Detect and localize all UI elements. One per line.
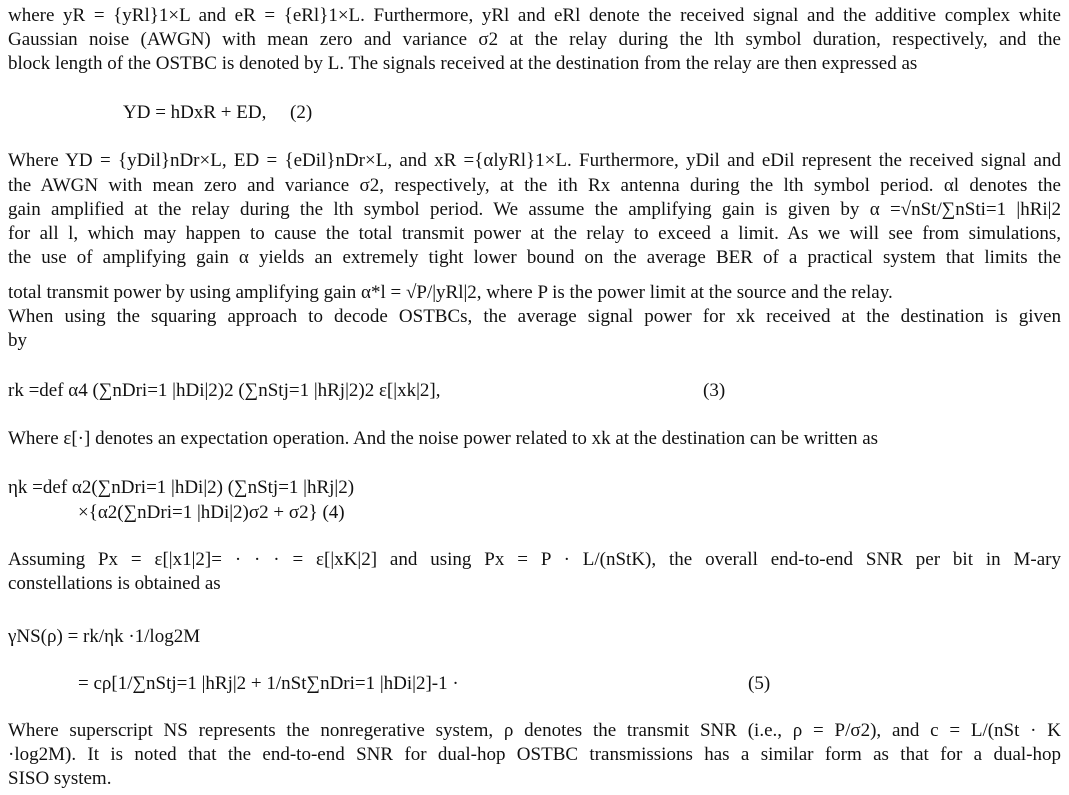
equation-number: (2) bbox=[290, 102, 313, 123]
equation-number: (5) bbox=[748, 673, 771, 694]
text-line: Where superscript NS represents the nonregerative system, ρ denotes the transmit SNR (i.e., ρ = P/σ2), and c = L/(nSt · K bbox=[8, 720, 1061, 741]
equation-number: (3) bbox=[703, 380, 726, 401]
equation: ×{α2(∑nDri=1 |hDi|2)σ2 + σ2} (4) bbox=[78, 502, 345, 523]
equation: YD = hDxR + ED, bbox=[123, 102, 267, 123]
equation: = cρ[1/∑nStj=1 |hRj|2 + 1/nSt∑nDri=1 |hDi|2]-1 · bbox=[78, 673, 459, 694]
text-line: When using the squaring approach to decode OSTBCs, the average signal power for xk received at the destination is given bbox=[8, 306, 1061, 327]
text-line: gain amplified at the relay during the lth symbol period. We assume the amplifying gain is given by α =√nSt/∑nSti=1 |hRi|2 bbox=[8, 199, 1061, 220]
equation: ηk =def α2(∑nDri=1 |hDi|2) (∑nStj=1 |hRj|2) bbox=[8, 477, 355, 498]
text-line: block length of the OSTBC is denoted by L. The signals received at the destination from the relay are then expressed as bbox=[8, 53, 918, 74]
text-line: the AWGN with mean zero and variance σ2, respectively, at the ith Rx antenna during the lth symbol period. αl denotes the bbox=[8, 175, 1061, 196]
text-line: Gaussian noise (AWGN) with mean zero and variance σ2 at the relay during the lth symbol duration, respectively, and the bbox=[8, 29, 1061, 50]
text-line: the use of amplifying gain α yields an extremely tight lower bound on the average BER of a practical system that limits the bbox=[8, 247, 1061, 268]
text-line: for all l, which may happen to cause the total transmit power at the relay to exceed a limit. As we will see from simulations, bbox=[8, 223, 1061, 244]
equation: γNS(ρ) = rk/ηk ·1/log2M bbox=[8, 626, 201, 647]
text-line: where yR = {yRl}1×L and eR = {eRl}1×L. Furthermore, yRl and eRl denote the received signal and the additive complex white bbox=[8, 5, 1061, 26]
text-line: Where YD = {yDil}nDr×L, ED = {eDil}nDr×L, and xR ={αlyRl}1×L. Furthermore, yDil and eDil represent the received signal and bbox=[8, 150, 1061, 171]
text-line: SISO system. bbox=[8, 768, 112, 789]
text-line: constellations is obtained as bbox=[8, 573, 221, 594]
text-line: Assuming Px = ε[|x1|2]= · · · = ε[|xK|2] and using Px = P · L/(nStK), the overall end-to-end SNR per bit in M-ary bbox=[8, 549, 1061, 570]
text-line: ·log2M). It is noted that the end-to-end SNR for dual-hop OSTBC transmissions has a similar form as that for a dual-hop bbox=[8, 744, 1061, 765]
equation: rk =def α4 (∑nDri=1 |hDi|2)2 (∑nStj=1 |hRj|2)2 ε[|xk|2], bbox=[8, 380, 441, 401]
text-line: by bbox=[8, 330, 27, 351]
text-line: total transmit power by using amplifying gain α*l = √P/|yRl|2, where P is the power limit at the source and the relay. bbox=[8, 282, 893, 303]
text-line: Where ε[·] denotes an expectation operation. And the noise power related to xk at the destination can be written as bbox=[8, 428, 879, 449]
